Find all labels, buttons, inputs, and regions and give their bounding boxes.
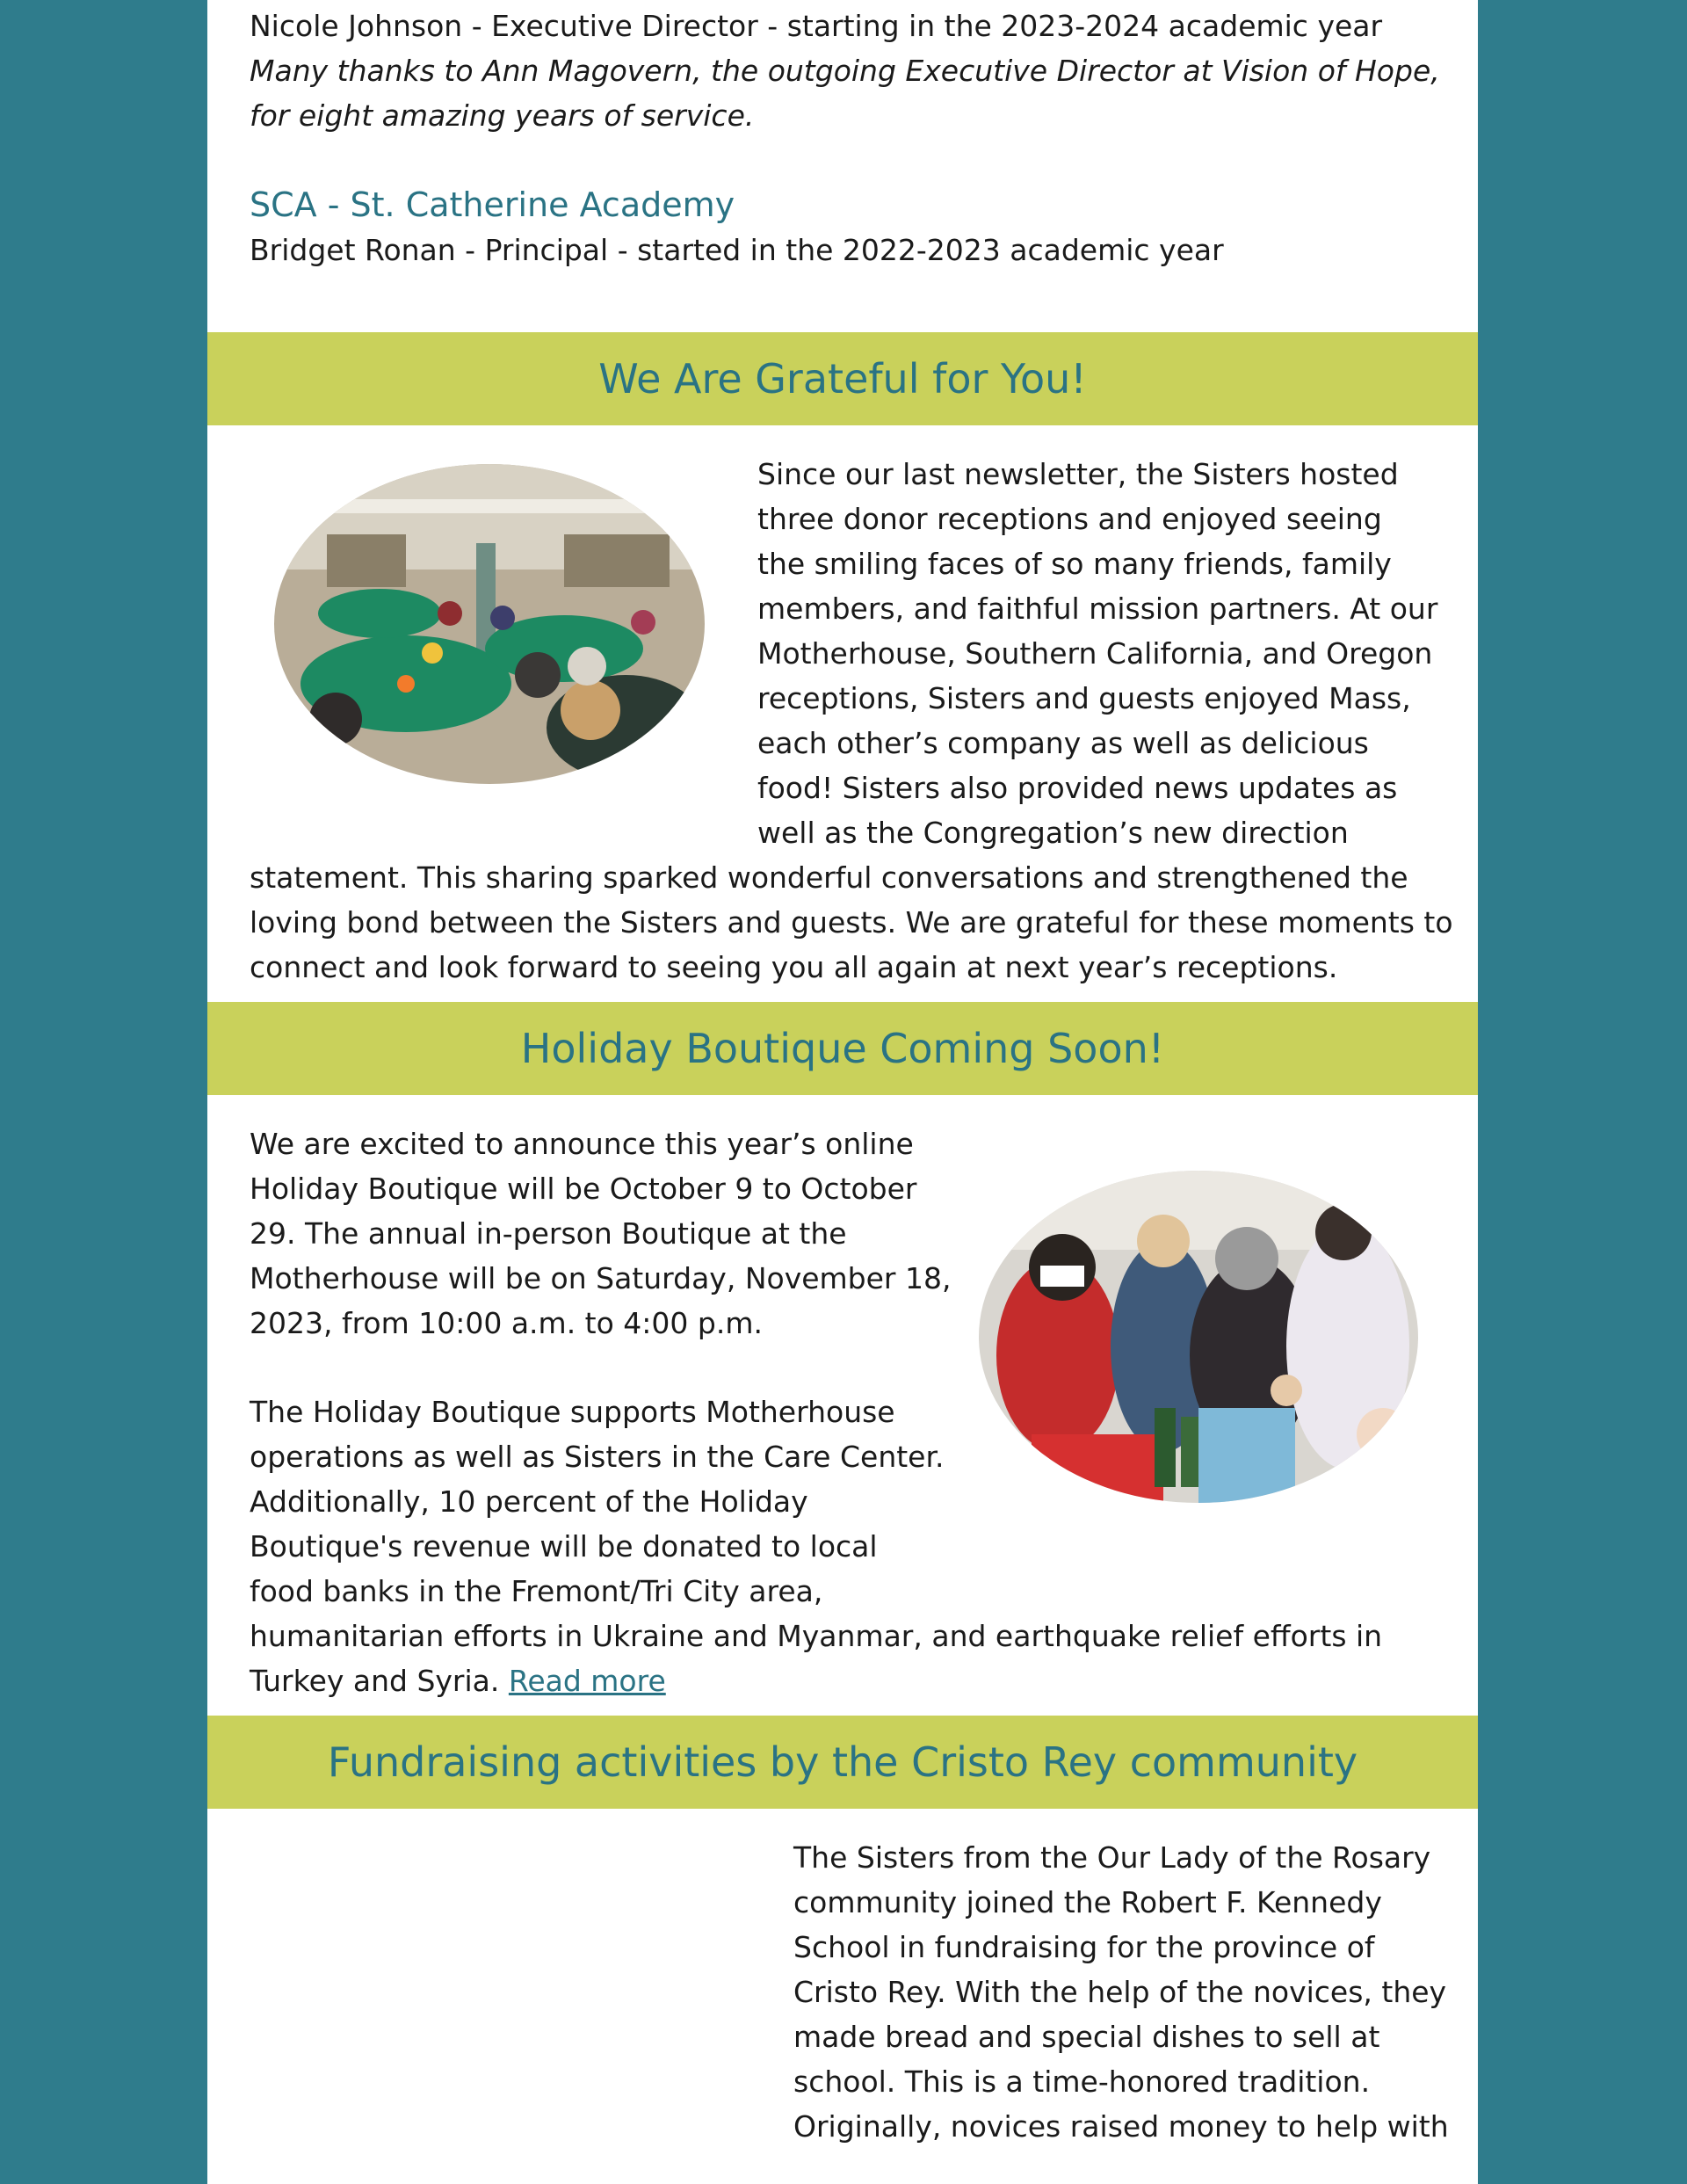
paragraph-line: Since our last newsletter, the Sisters hosted: [757, 457, 1399, 491]
thanks-line: Many thanks to Ann Magovern, the outgoing Executive Director at Vision of Hope,: [250, 54, 1440, 88]
paragraph-line: operations as well as Sisters in the Care Center.: [250, 1440, 945, 1474]
reception-photo-icon: [274, 464, 705, 784]
grateful-text-wrapped: [757, 452, 1436, 855]
paragraph-line: Originally, novices raised money to help with: [793, 2109, 1449, 2144]
paragraph-line: Cristo Rey. With the help of the novices, they: [793, 1975, 1447, 2009]
paragraph-text: Turkey and Syria.: [250, 1664, 509, 1698]
paragraph-line: food banks in the Fremont/Tri City area,: [250, 1574, 823, 1608]
paragraph-line: made bread and special dishes to sell at: [793, 2020, 1380, 2054]
paragraph-line: humanitarian efforts in Ukraine and Myanmar, and earthquake relief efforts in: [250, 1619, 1383, 1653]
paragraph-line: statement. This sharing sparked wonderful conversations and strengthened the: [250, 860, 1408, 895]
thanks-line: for eight amazing years of service.: [250, 98, 755, 133]
read-more-link[interactable]: Read more: [508, 1664, 666, 1698]
section-band-grateful: [207, 332, 1478, 425]
section-heading: We Are Grateful for You!: [598, 355, 1087, 403]
paragraph-line: Motherhouse, Southern California, and Oregon: [757, 636, 1433, 671]
section-band-boutique: [207, 1002, 1478, 1095]
paragraph-line: We are excited to announce this year’s online: [250, 1127, 914, 1161]
paragraph-line: Additionally, 10 percent of the Holiday: [250, 1484, 808, 1519]
paragraph-line: 2023, from 10:00 a.m. to 4:00 p.m.: [250, 1306, 763, 1340]
sca-principal: Bridget Ronan - Principal - started in the 2022-2023 academic year: [250, 233, 1224, 267]
section-heading: Holiday Boutique Coming Soon!: [520, 1025, 1165, 1072]
paragraph-line: The Holiday Boutique supports Motherhouse: [250, 1395, 895, 1429]
boutique-photo-icon: [979, 1171, 1418, 1503]
grateful-text-full: [250, 855, 1453, 990]
paragraph-line: Holiday Boutique will be October 9 to October: [250, 1172, 917, 1206]
paragraph-line: The Sisters from the Our Lady of the Rosary: [793, 1840, 1431, 1875]
paragraph-line: Motherhouse will be on Saturday, November 18,: [250, 1261, 952, 1295]
paragraph-line: receptions, Sisters and guests enjoyed Mass,: [757, 681, 1411, 715]
sca-title: SCA - St. Catherine Academy: [250, 185, 735, 224]
paragraph-line: loving bond between the Sisters and guests. We are grateful for these moments to: [250, 905, 1453, 940]
paragraph-line: members, and faithful mission partners. At our: [757, 591, 1438, 626]
paragraph-line: community joined the Robert F. Kennedy: [793, 1885, 1382, 1919]
paragraph-line: food! Sisters also provided news updates as: [757, 771, 1398, 805]
cristo-rey-text: [793, 1835, 1449, 2149]
paragraph-line: three donor receptions and enjoyed seeing: [757, 502, 1382, 536]
paragraph-line: each other’s company as well as delicious: [757, 726, 1369, 760]
vision-of-hope-director: Nicole Johnson - Executive Director - starting in the 2023-2024 academic year: [250, 9, 1383, 43]
paragraph-line: the smiling faces of so many friends, family: [757, 547, 1392, 581]
paragraph-line: School in fundraising for the province of: [793, 1930, 1375, 1964]
leadership-section: [250, 4, 1440, 272]
paragraph-line: well as the Congregation’s new direction: [757, 816, 1349, 850]
paragraph-line: connect and look forward to seeing you all again at next year’s receptions.: [250, 950, 1338, 984]
paragraph-line: 29. The annual in-person Boutique at the: [250, 1216, 847, 1251]
section-heading: Fundraising activities by the Cristo Rey community: [327, 1738, 1358, 1786]
paragraph-line: Boutique's revenue will be donated to local: [250, 1529, 878, 1564]
paragraph-line: [250, 1658, 1436, 1703]
section-band-cristo-rey: [207, 1716, 1478, 1809]
newsletter-page: [207, 0, 1478, 2184]
paragraph-line: school. This is a time-honored tradition.: [793, 2064, 1371, 2099]
